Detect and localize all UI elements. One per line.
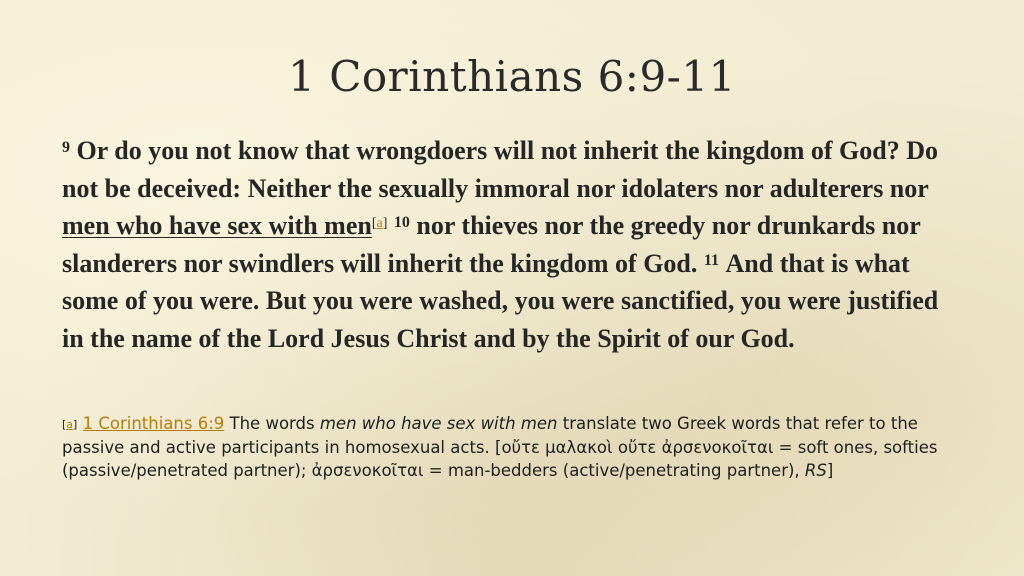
verse-number-11: 11 (703, 251, 719, 269)
footnote-bracket-open: [ (62, 418, 67, 431)
footnote-marker (62, 418, 77, 431)
footnote (62, 412, 962, 483)
footnote-text-before: The words (229, 414, 320, 433)
footnote-ref-link[interactable]: a (376, 216, 383, 231)
footnote-ref-bracket-open: [ (371, 216, 377, 231)
verse-number-9: 9 (62, 139, 70, 156)
footnote-text-after: translate two Greek words that refer to the passive and active participants in homosexual acts. [οὔτε μαλακοὶ οὔτε ἀρσενοκοῖται = soft ones, softies (passive/penetrated partner); ἀρσενοκοῖται = man-bedders (active/penetrating partner), (62, 414, 938, 480)
footnote-ref-bracket-close: ] (382, 216, 388, 231)
footnote-verse-link[interactable]: 1 Corinthians 6:9 (82, 414, 225, 433)
verse-number-10: 10 (393, 214, 410, 231)
footnote-marker-link[interactable]: a (66, 418, 74, 431)
verse-9-underlined-phrase: men who have sex with men (62, 211, 372, 240)
footnote-reference (372, 216, 388, 231)
footnote-bracket-close: ] (73, 418, 78, 431)
slide-title: 1 Corinthians 6:9-11 (288, 52, 736, 101)
footnote-rs-abbrev: RS (804, 461, 827, 480)
verse-9-text: Or do you not know that wrongdoers will not inherit the kingdom of God? Do not be deceived: Neither the sexually immoral nor idolaters nor adulterers nor (62, 136, 938, 203)
footnote-italic-phrase: men who have sex with men (319, 414, 558, 433)
footnote-closing-bracket: ] (826, 461, 834, 480)
scripture-passage (62, 132, 962, 357)
verse-11-text: And that is what some of you were. But you were washed, you were sanctified, you were justified in the name of the Lord Jesus Christ and by the Spirit of our God. (62, 248, 939, 353)
verse-10-text: nor thieves nor the greedy nor drunkards nor slanderers nor swindlers will inherit the kingdom of God. (62, 211, 921, 278)
